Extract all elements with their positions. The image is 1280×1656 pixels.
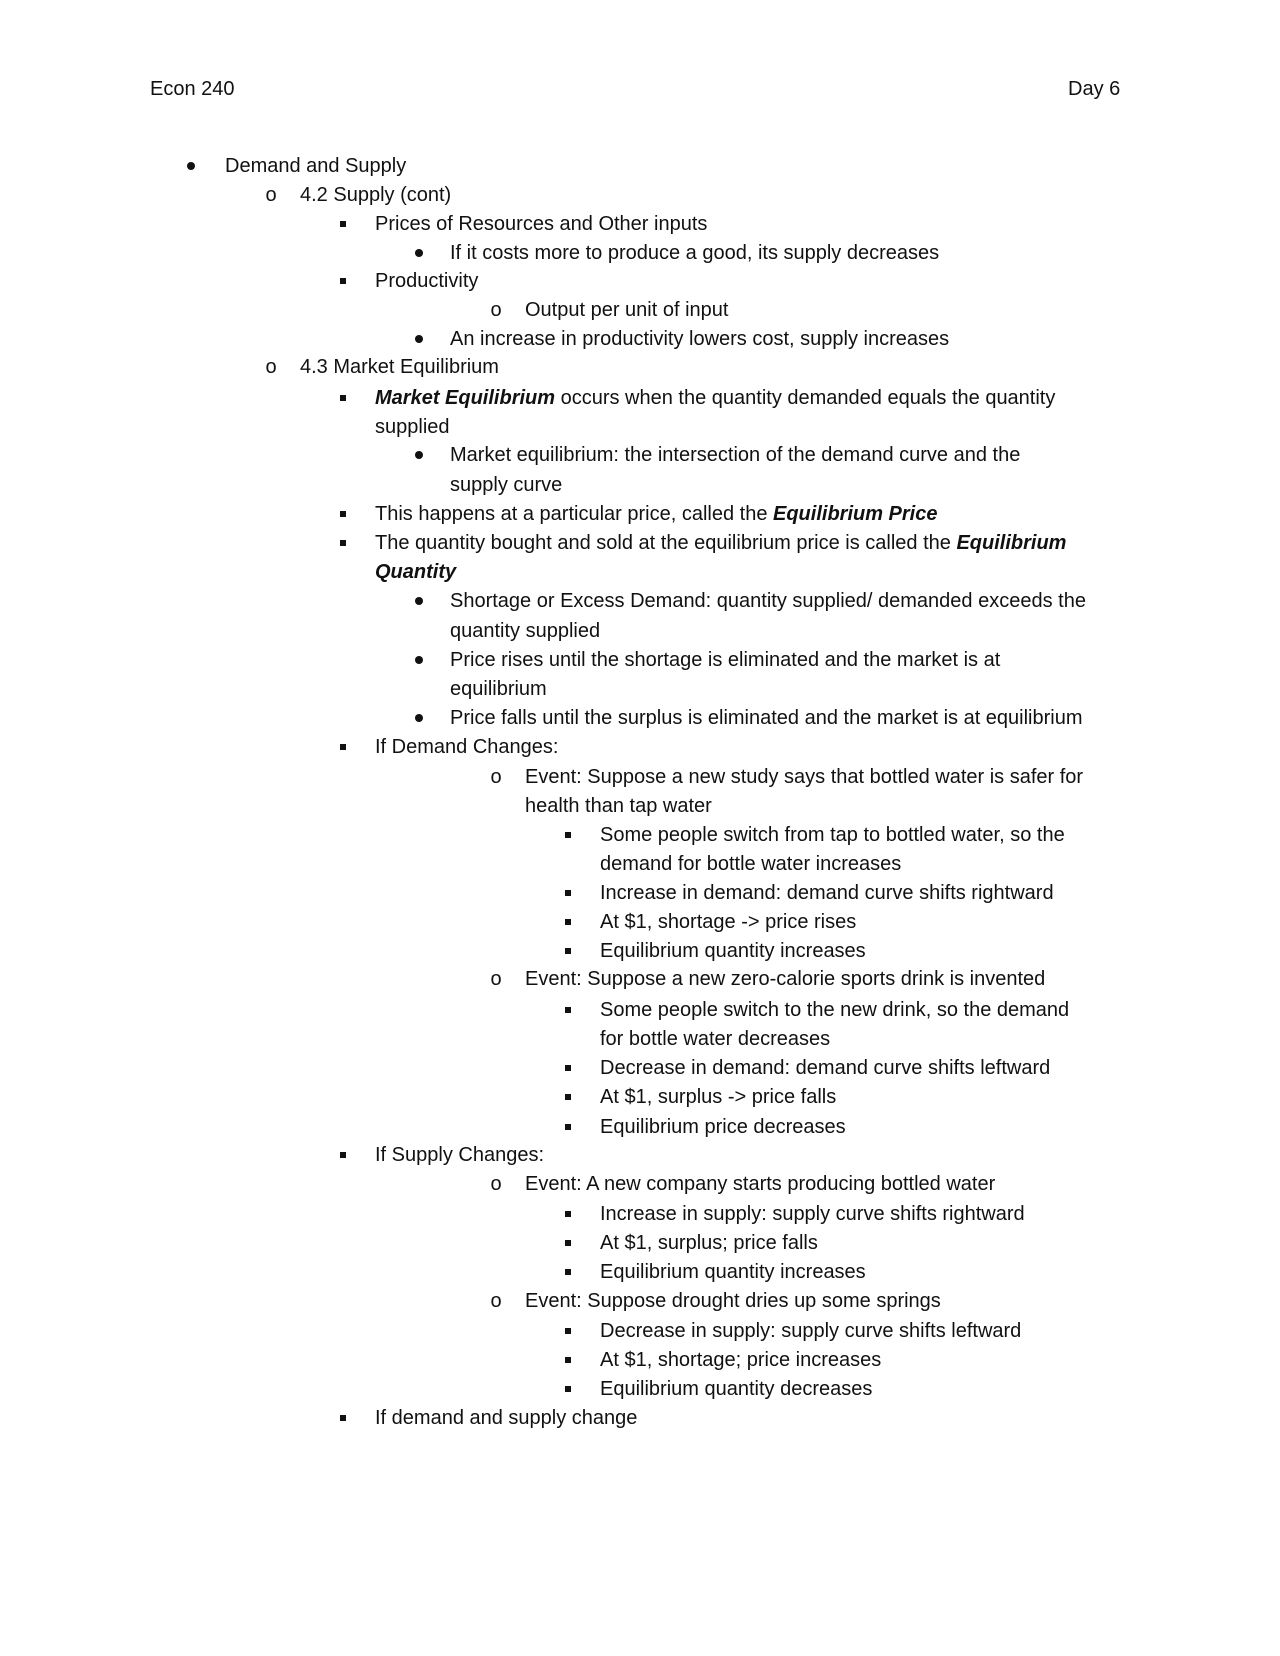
list-item: At $1, surplus; price falls [600,1232,818,1254]
list-item: If Supply Changes: [375,1144,544,1166]
term-market-equilibrium: Market Equilibrium [375,387,556,409]
list-item: Equilibrium quantity increases [600,1261,866,1283]
list-item: Price rises until the shortage is eliminated and the market is at [450,649,1001,671]
list-item: An increase in productivity lowers cost, supply increases [450,328,950,350]
list-item: Some people switch from tap to bottled water, so the [600,824,1065,846]
list-item: At $1, surplus -> price falls [600,1086,837,1108]
list-item: Output per unit of input [525,299,729,321]
list-item: Decrease in demand: demand curve shifts leftward [600,1057,1051,1079]
list-item: At $1, shortage; price increases [600,1349,882,1371]
list-item: At $1, shortage -> price rises [600,911,857,933]
list-item: Event: A new company starts producing bottled water [525,1173,996,1195]
list-item-continuation: Quantity [375,561,457,583]
list-item: If it costs more to produce a good, its supply decreases [450,242,940,264]
list-item-continuation: quantity supplied [450,620,601,642]
outline-topic: Demand and Supply [225,155,407,177]
list-item: Decrease in supply: supply curve shifts leftward [600,1320,1022,1342]
header-course: Econ 240 [150,78,235,100]
list-item-continuation: health than tap water [525,795,712,817]
term-equilibrium-price: Equilibrium Price [773,503,938,525]
bullet-circle-icon: o [265,184,277,206]
list-item: Equilibrium price decreases [600,1116,846,1138]
list-item: Productivity [375,270,479,292]
list-item [375,385,1055,411]
list-item: Prices of Resources and Other inputs [375,213,708,235]
list-item: Event: Suppose drought dries up some springs [525,1290,941,1312]
bullet-circle-icon: o [265,356,277,378]
list-item: Event: Suppose a new zero-calorie sports drink is invented [525,968,1046,990]
header-day: Day 6 [1068,78,1121,100]
list-item-text: The quantity bought and sold at the equilibrium price is called the [375,532,957,554]
bullet-circle-icon: o [490,299,502,321]
list-item: Some people switch to the new drink, so the demand [600,999,1070,1021]
list-item: Market equilibrium: the intersection of the demand curve and the [450,444,1021,466]
list-item-text: This happens at a particular price, called the [375,503,773,525]
list-item: Equilibrium quantity increases [600,940,866,962]
list-item-continuation: supplied [375,416,450,438]
list-item: If demand and supply change [375,1407,638,1429]
list-item-continuation: supply curve [450,474,563,496]
bullet-circle-icon: o [490,766,502,788]
list-item: Increase in supply: supply curve shifts rightward [600,1203,1025,1225]
list-item: Event: Suppose a new study says that bottled water is safer for [525,766,1084,788]
list-item-text: occurs when the quantity demanded equals the quantity [555,387,1056,409]
list-item [375,501,937,527]
bullet-circle-icon: o [490,968,502,990]
list-item: Equilibrium quantity decreases [600,1378,873,1400]
section-title: 4.3 Market Equilibrium [300,356,499,378]
list-item: Increase in demand: demand curve shifts rightward [600,882,1054,904]
list-item-continuation: equilibrium [450,678,547,700]
list-item: If Demand Changes: [375,736,559,758]
list-item-continuation: for bottle water decreases [600,1028,831,1050]
list-item [375,530,1066,556]
bullet-circle-icon: o [490,1173,502,1195]
section-title: 4.2 Supply (cont) [300,184,452,206]
list-item: Price falls until the surplus is eliminated and the market is at equilibrium [450,707,1083,729]
list-item: Shortage or Excess Demand: quantity supplied/ demanded exceeds the [450,590,1086,612]
term-equilibrium-quantity: Equilibrium [956,532,1067,554]
bullet-circle-icon: o [490,1290,502,1312]
list-item-continuation: demand for bottle water increases [600,853,902,875]
